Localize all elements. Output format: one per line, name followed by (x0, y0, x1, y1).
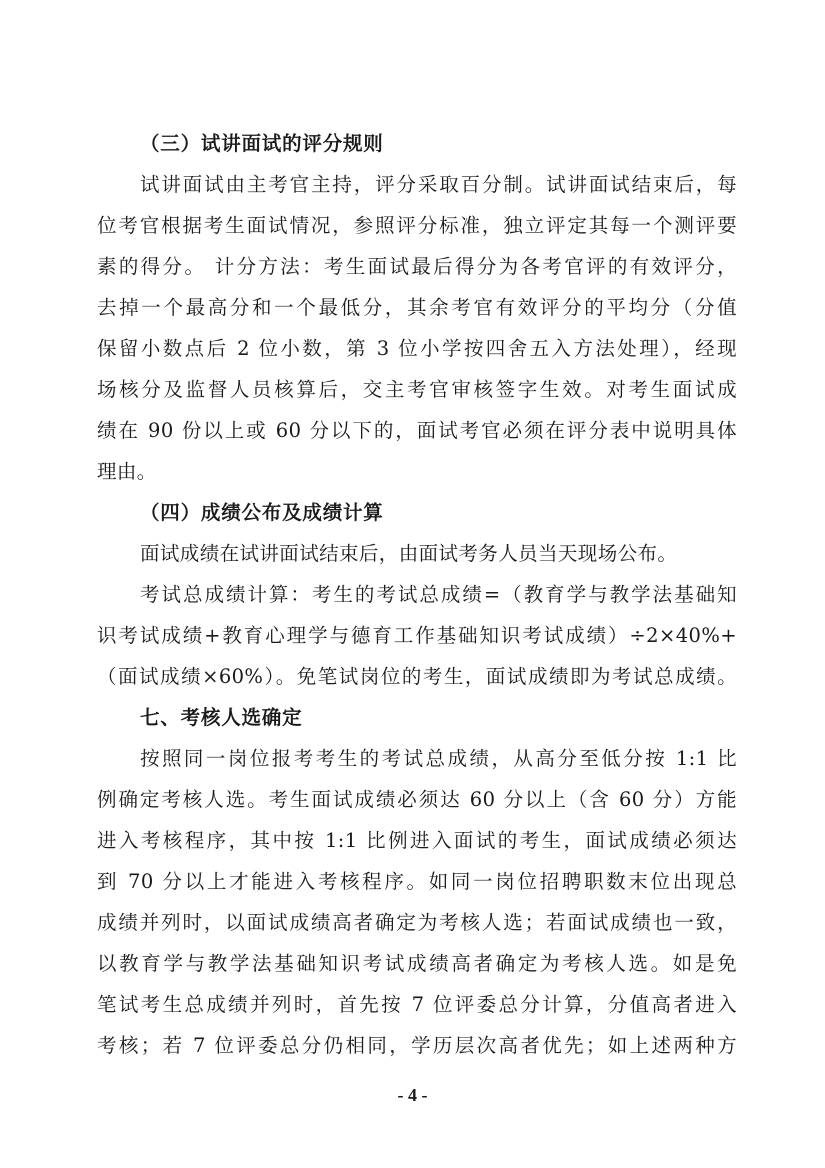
paragraph-line: 以教育学与教学法基础知识考试成绩高者确定为考核人选。如是免 (97, 952, 737, 975)
paragraph-line: 成绩并列时，以面试成绩高者确定为考核人选；若面试成绩也一致， (97, 911, 737, 934)
paragraph-line: 场核分及监督人员核算后，交主考官审核签字生效。对考生面试成 (97, 378, 737, 401)
paragraph-line: 识考试成绩+教育心理学与德育工作基础知识考试成绩）÷2×40%+ (97, 624, 737, 647)
page-number: - 4 - (397, 1085, 428, 1105)
paragraph-line: 绩在 90 份以上或 60 分以下的，面试考官必须在评分表中说明具体 (97, 419, 737, 442)
paragraph-line: 进入考核程序，其中按 1:1 比例进入面试的考生，面试成绩必须达 (97, 829, 737, 852)
paragraph-line: 笔试考生总成绩并列时，首先按 7 位评委总分计算，分值高者进入 (97, 993, 737, 1016)
paragraph-line: （面试成绩×60%）。免笔试岗位的考生，面试成绩即为考试总成绩。 (97, 665, 737, 688)
paragraph-line: 去掉一个最高分和一个最低分，其余考官有效评分的平均分（分值 (97, 296, 737, 319)
paragraph-line: 考核；若 7 位评委总分仍相同，学历层次高者优先；如上述两种方 (97, 1034, 737, 1057)
paragraph-line: 按照同一岗位报考考生的考试总成绩，从高分至低分按 1:1 比 (140, 747, 737, 770)
paragraph-line: 素的得分。 计分方法：考生面试最后得分为各考官评的有效评分， (97, 255, 737, 278)
section-heading-7: 七、考核人选确定 (140, 706, 303, 729)
paragraph-line: 面试成绩在试讲面试结束后，由面试考务人员当天现场公布。 (140, 542, 678, 565)
section-heading-3: （三）试讲面试的评分规则 (140, 132, 384, 155)
paragraph-line: 到 70 分以上才能进入考核程序。如同一岗位招聘职数末位出现总 (97, 870, 737, 893)
paragraph-line: 保留小数点后 2 位小数，第 3 位小学按四舍五入方法处理），经现 (97, 337, 737, 360)
section-heading-4: （四）成绩公布及成绩计算 (140, 501, 384, 524)
paragraph-line: 考试总成绩计算：考生的考试总成绩=（教育学与教学法基础知 (140, 583, 737, 606)
paragraph-line: 位考官根据考生面试情况，参照评分标准，独立评定其每一个测评要 (97, 214, 737, 237)
paragraph-line: 理由。 (97, 460, 157, 483)
paragraph-line: 试讲面试由主考官主持，评分采取百分制。试讲面试结束后，每 (140, 173, 737, 196)
paragraph-line: 例确定考核人选。考生面试成绩必须达 60 分以上（含 60 分）方能 (97, 788, 737, 811)
